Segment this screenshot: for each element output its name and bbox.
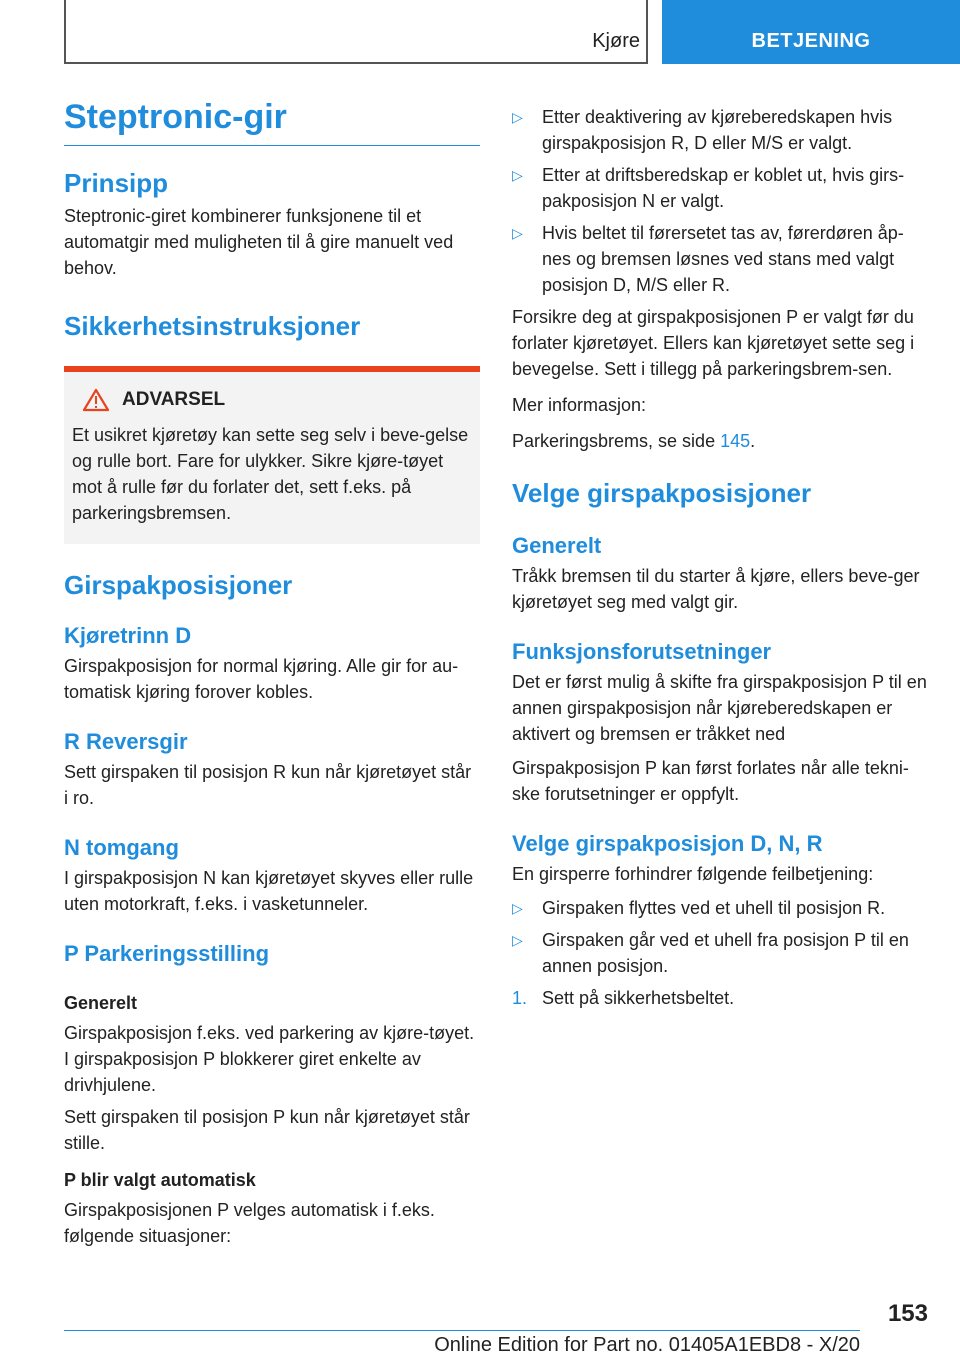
neutral-text: I girspakposisjon N kan kjøretøyet skyves eller rulle uten motorkraft, f.eks. i vasketunneler. <box>64 868 474 914</box>
warning-triangle-icon <box>82 388 110 412</box>
right-column <box>512 104 928 1017</box>
list-item: ▷ Etter deaktivering av kjøreberedskapen hvis girspakposisjon R, D eller M/S er valgt. <box>512 104 928 156</box>
func-heading: Funksjonsforutsetninger <box>512 639 772 664</box>
bullet-triangle-icon: ▷ <box>512 225 523 241</box>
general-heading: Generelt <box>512 533 602 558</box>
ensure-text: Forsikre deg at girspakposisjonen P er valgt før du forlater kjøretøyet. Ellers kan kjøretøyet sette seg i bevegelse. Sett i tillegg på parkeringsbrem-sen. <box>512 307 915 379</box>
list-item: ▷ Girspaken flyttes ved et uhell til posisjon R. <box>512 895 928 921</box>
warning-label: ADVARSEL <box>122 389 226 410</box>
general-text: Tråkk bremsen til du starter å kjøre, ellers beve-ger kjøretøyet seg med valgt gir. <box>512 566 920 612</box>
page-title: Steptronic-gir <box>64 98 480 146</box>
park-general-text: Girspakposisjon f.eks. ved parkering av kjøre-tøyet. I girspakposisjon P blokkerer giret enkelte av drivhjulene. <box>64 1023 475 1095</box>
footer-edition: Online Edition for Part no. 01405A1EBD8 - X/20 <box>434 1334 860 1356</box>
drive-text: Girspakposisjon for normal kjøring. Alle gir for au-tomatisk kjøring forover kobles. <box>64 656 459 702</box>
dnr-bullets <box>512 895 928 1011</box>
positions-heading: Girspakposisjoner <box>64 570 293 600</box>
warning-box <box>64 366 480 544</box>
reverse-heading: R Reversgir <box>64 729 188 754</box>
reverse-text: Sett girspaken til posisjon R kun når kjøretøyet står i ro. <box>64 762 472 808</box>
bullet-triangle-icon: ▷ <box>512 900 523 916</box>
safety-heading: Sikkerhetsinstruksjoner <box>64 311 361 341</box>
more-info-label: Mer informasjon: <box>512 395 647 415</box>
park-general-subheading: Generelt <box>64 993 138 1013</box>
principle-heading: Prinsipp <box>64 168 169 198</box>
left-column <box>64 98 480 1249</box>
page-number: 153 <box>887 1300 928 1327</box>
bullet-triangle-icon: ▷ <box>512 109 523 125</box>
dnr-heading: Velge girspakposisjon D, N, R <box>512 831 823 856</box>
park-auto-subheading: P blir valgt automatisk <box>64 1170 256 1190</box>
reference-line: Parkeringsbrems, se side 145. <box>512 431 756 451</box>
warning-title <box>72 388 472 412</box>
header-box <box>64 0 648 64</box>
list-item <box>512 985 928 1011</box>
list-item: ▷ Hvis beltet til førersetet tas av, førerdøren åp-nes og bremsen løsnes ved stans med valgt posisjon D, M/S eller R. <box>512 220 928 298</box>
auto-park-bullets <box>512 104 928 298</box>
drive-heading: Kjøretrinn D <box>64 623 192 648</box>
bullet-triangle-icon: ▷ <box>512 932 523 948</box>
header-section: Kjøre <box>592 30 640 52</box>
list-item: ▷ Girspaken går ved et uhell fra posisjon P til en annen posisjon. <box>512 927 928 979</box>
principle-text: Steptronic-giret kombinerer funksjonene til et automatgir med muligheten til å gire manuelt ved behov. <box>64 206 454 278</box>
func-text1: Det er først mulig å skifte fra girspakposisjon P til en annen girspakposisjon når kjøreberedskapen er aktivert og bremsen er tråkket ned <box>512 672 927 744</box>
page-link[interactable]: 145 <box>720 431 751 451</box>
neutral-heading: N tomgang <box>64 835 179 860</box>
step-number: 1. <box>512 988 528 1008</box>
warning-text: Et usikret kjøretøy kan sette seg selv i beve-gelse og rulle bort. Fare for ulykker. Sikre kjøre-tøyet mot å rulle før du forlater det, sett f.eks. på parkeringsbremsen. <box>72 425 469 523</box>
park-heading: P Parkeringsstilling <box>64 941 270 966</box>
bullet-triangle-icon: ▷ <box>512 167 523 183</box>
dnr-text: En girsperre forhindrer følgende feilbetjening: <box>512 864 874 884</box>
park-auto-text: Girspakposisjonen P velges automatisk i f.eks. følgende situasjoner: <box>64 1200 435 1246</box>
func-text2: Girspakposisjon P kan først forlates når alle tekni-ske forutsetninger er oppfylt. <box>512 758 909 804</box>
step-text: Sett på sikkerhetsbeltet. <box>542 988 735 1008</box>
list-item: ▷ Etter at driftsberedskap er koblet ut, hvis girs-pakposisjon N er valgt. <box>512 162 928 214</box>
footer-divider <box>64 1330 860 1331</box>
header-chapter-tab[interactable]: BETJENING <box>662 0 960 64</box>
park-text2: Sett girspaken til posisjon P kun når kjøretøyet står stille. <box>64 1107 470 1153</box>
select-heading: Velge girspakposisjoner <box>512 478 812 508</box>
